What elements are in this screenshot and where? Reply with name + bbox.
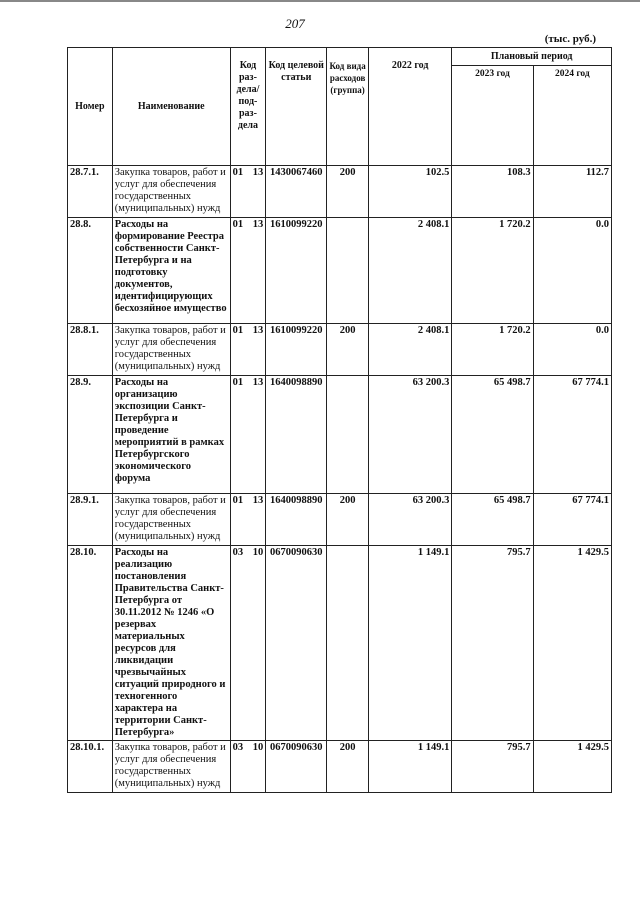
row-name: Расходы на реализацию постановления Правительства Санкт-Петербурга от 30.11.2012 № 1246 «О резервах материальных ресурсов для ликвидации чрезвычайных ситуаций природного и техногенного характера на территории Санкт-Петербурга»: [112, 546, 230, 741]
row-amount-2023: 65 498.7: [452, 494, 533, 546]
header-target-code: Код целевой статьи: [266, 48, 327, 166]
subsection: 10: [252, 742, 264, 753]
section: 01: [232, 495, 244, 506]
row-amount-2023: 65 498.7: [452, 376, 533, 494]
row-expense-kind: 200: [327, 166, 369, 218]
row-amount-2022: 2 408.1: [368, 324, 451, 376]
row-amount-2022: 2 408.1: [368, 218, 451, 324]
row-section-code: [230, 494, 266, 546]
row-section-code: [230, 324, 266, 376]
section: 03: [232, 742, 244, 753]
row-expense-kind: 200: [327, 494, 369, 546]
row-expense-kind: [327, 376, 369, 494]
row-number: 28.9.: [68, 376, 113, 494]
row-expense-kind: [327, 546, 369, 741]
row-amount-2024: 112.7: [533, 166, 611, 218]
row-amount-2024: 0.0: [533, 218, 611, 324]
table-row: [68, 494, 612, 546]
row-amount-2024: 67 774.1: [533, 494, 611, 546]
row-amount-2022: 1 149.1: [368, 741, 451, 793]
row-name: Закупка товаров, работ и услуг для обеспечения государственных (муниципальных) нужд: [112, 494, 230, 546]
row-number: 28.10.1.: [68, 741, 113, 793]
header-planning-period: Плановый период: [452, 48, 612, 66]
page-number: 207: [285, 16, 305, 31]
row-amount-2024: 1 429.5: [533, 546, 611, 741]
row-amount-2022: 1 149.1: [368, 546, 451, 741]
header-section-code: Код раз-дела/ под-раз-дела: [230, 48, 266, 166]
table-row: [68, 166, 612, 218]
budget-table: [67, 47, 612, 793]
row-target-code: 0670090630: [266, 741, 327, 793]
row-number: 28.8.1.: [68, 324, 113, 376]
row-amount-2023: 108.3: [452, 166, 533, 218]
header-year-2023: 2023 год: [452, 66, 533, 166]
row-target-code: 1610099220: [266, 324, 327, 376]
row-section-code: [230, 166, 266, 218]
table-row: [68, 324, 612, 376]
header-number: Номер: [68, 48, 113, 166]
row-number: 28.7.1.: [68, 166, 113, 218]
row-amount-2024: 1 429.5: [533, 741, 611, 793]
row-amount-2022: 63 200.3: [368, 376, 451, 494]
row-expense-kind: [327, 218, 369, 324]
top-rule: [0, 0, 640, 2]
section: 01: [232, 377, 244, 388]
table-row: [68, 218, 612, 324]
row-expense-kind: 200: [327, 324, 369, 376]
row-target-code: 1610099220: [266, 218, 327, 324]
table-row: [68, 546, 612, 741]
row-name: Расходы на организацию экспозиции Санкт-Петербурга и проведение мероприятий в рамках Петербургского экономического форума: [112, 376, 230, 494]
section: 03: [232, 547, 244, 558]
row-name: Закупка товаров, работ и услуг для обеспечения государственных (муниципальных) нужд: [112, 166, 230, 218]
table-row: [68, 376, 612, 494]
header-name: Наименование: [112, 48, 230, 166]
subsection: 13: [252, 167, 264, 178]
header-expense-kind-code: Код вида расходов (группа): [327, 48, 369, 166]
header-year-2022: 2022 год: [368, 48, 451, 166]
row-amount-2022: 102.5: [368, 166, 451, 218]
section: 01: [232, 325, 244, 336]
section: 01: [232, 219, 244, 230]
row-number: 28.8.: [68, 218, 113, 324]
subsection: 13: [252, 495, 264, 506]
row-target-code: 0670090630: [266, 546, 327, 741]
row-amount-2022: 63 200.3: [368, 494, 451, 546]
units-label: (тыс. руб.): [544, 33, 596, 45]
row-number: 28.10.: [68, 546, 113, 741]
subsection: 13: [252, 219, 264, 230]
table-row: [68, 741, 612, 793]
header-year-2024: 2024 год: [533, 66, 611, 166]
row-target-code: 1430067460: [266, 166, 327, 218]
subsection: 13: [252, 377, 264, 388]
row-name: Закупка товаров, работ и услуг для обеспечения государственных (муниципальных) нужд: [112, 741, 230, 793]
section: 01: [232, 167, 244, 178]
row-section-code: [230, 376, 266, 494]
row-section-code: [230, 218, 266, 324]
row-expense-kind: 200: [327, 741, 369, 793]
subsection: 13: [252, 325, 264, 336]
row-amount-2023: 1 720.2: [452, 218, 533, 324]
subsection: 10: [252, 547, 264, 558]
row-name: Закупка товаров, работ и услуг для обеспечения государственных (муниципальных) нужд: [112, 324, 230, 376]
row-amount-2024: 67 774.1: [533, 376, 611, 494]
row-amount-2023: 1 720.2: [452, 324, 533, 376]
row-amount-2024: 0.0: [533, 324, 611, 376]
row-name: Расходы на формирование Реестра собственности Санкт-Петербурга и на подготовку документов, идентифицирующих бесхозяйное имущество: [112, 218, 230, 324]
row-amount-2023: 795.7: [452, 546, 533, 741]
row-target-code: 1640098890: [266, 376, 327, 494]
row-section-code: [230, 546, 266, 741]
row-target-code: 1640098890: [266, 494, 327, 546]
row-amount-2023: 795.7: [452, 741, 533, 793]
row-number: 28.9.1.: [68, 494, 113, 546]
table-header-row: [68, 48, 612, 66]
row-section-code: [230, 741, 266, 793]
